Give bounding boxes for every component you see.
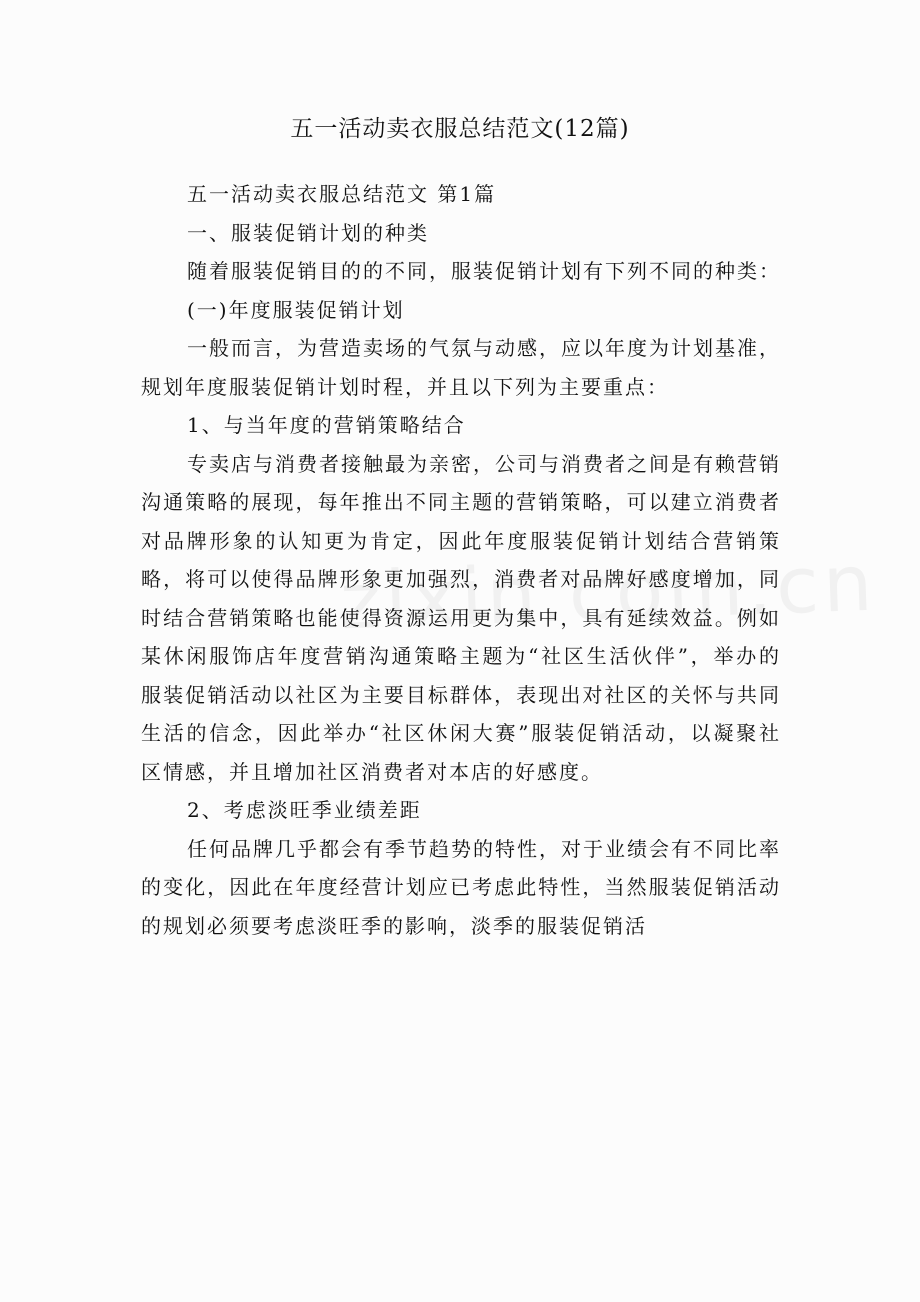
document-body [141, 175, 781, 945]
paragraph: 任何品牌几乎都会有季节趋势的特性，对于业绩会有不同比率的变化，因此在年度经营计划应已考虑此特性，当然服装促销活动的规划必须要考虑淡旺季的影响，淡季的服装促销活 [141, 836, 781, 938]
paragraph: 一般而言，为营造卖场的气氛与动感，应以年度为计划基准，规划年度服装促销计划时程，并且以下列为主要重点： [141, 336, 781, 399]
subheading-annual-plan: (一)年度服装促销计划 [187, 297, 405, 322]
section-heading: 五一活动卖衣服总结范文 第1篇 [187, 182, 497, 206]
subheading-marketing-strategy: 1、与当年度的营销策略结合 [187, 413, 466, 437]
paragraph: 随着服装促销目的的不同，服装促销计划有下列不同的种类： [187, 259, 781, 283]
document-title: 五一活动卖衣服总结范文(12篇) [290, 116, 630, 142]
paragraph: 专卖店与消费者接触最为亲密，公司与消费者之间是有赖营销沟通策略的展现，每年推出不同主题的营销策略，可以建立消费者对品牌形象的认知更为肯定，因此年度服装促销计划结合营销策略，将可以使得品牌形象更加强烈，消费者对品牌好感度增加，同时结合营销策略也能使得资源运用更为集中，具有延续效益。例如某休闲服饰店年度营销沟通策略主题为“社区生活伙伴”，举办的服装促销活动以社区为主要目标群体，表现出对社区的关怀与共同生活的信念，因此举办“社区休闲大赛”服装促销活动，以凝聚社区情感，并且增加社区消费者对本店的好感度。 [141, 451, 781, 784]
subheading-promotion-types: 一、服装促销计划的种类 [187, 220, 429, 245]
subheading-seasonal-gap: 2、考虑淡旺季业绩差距 [187, 798, 422, 822]
